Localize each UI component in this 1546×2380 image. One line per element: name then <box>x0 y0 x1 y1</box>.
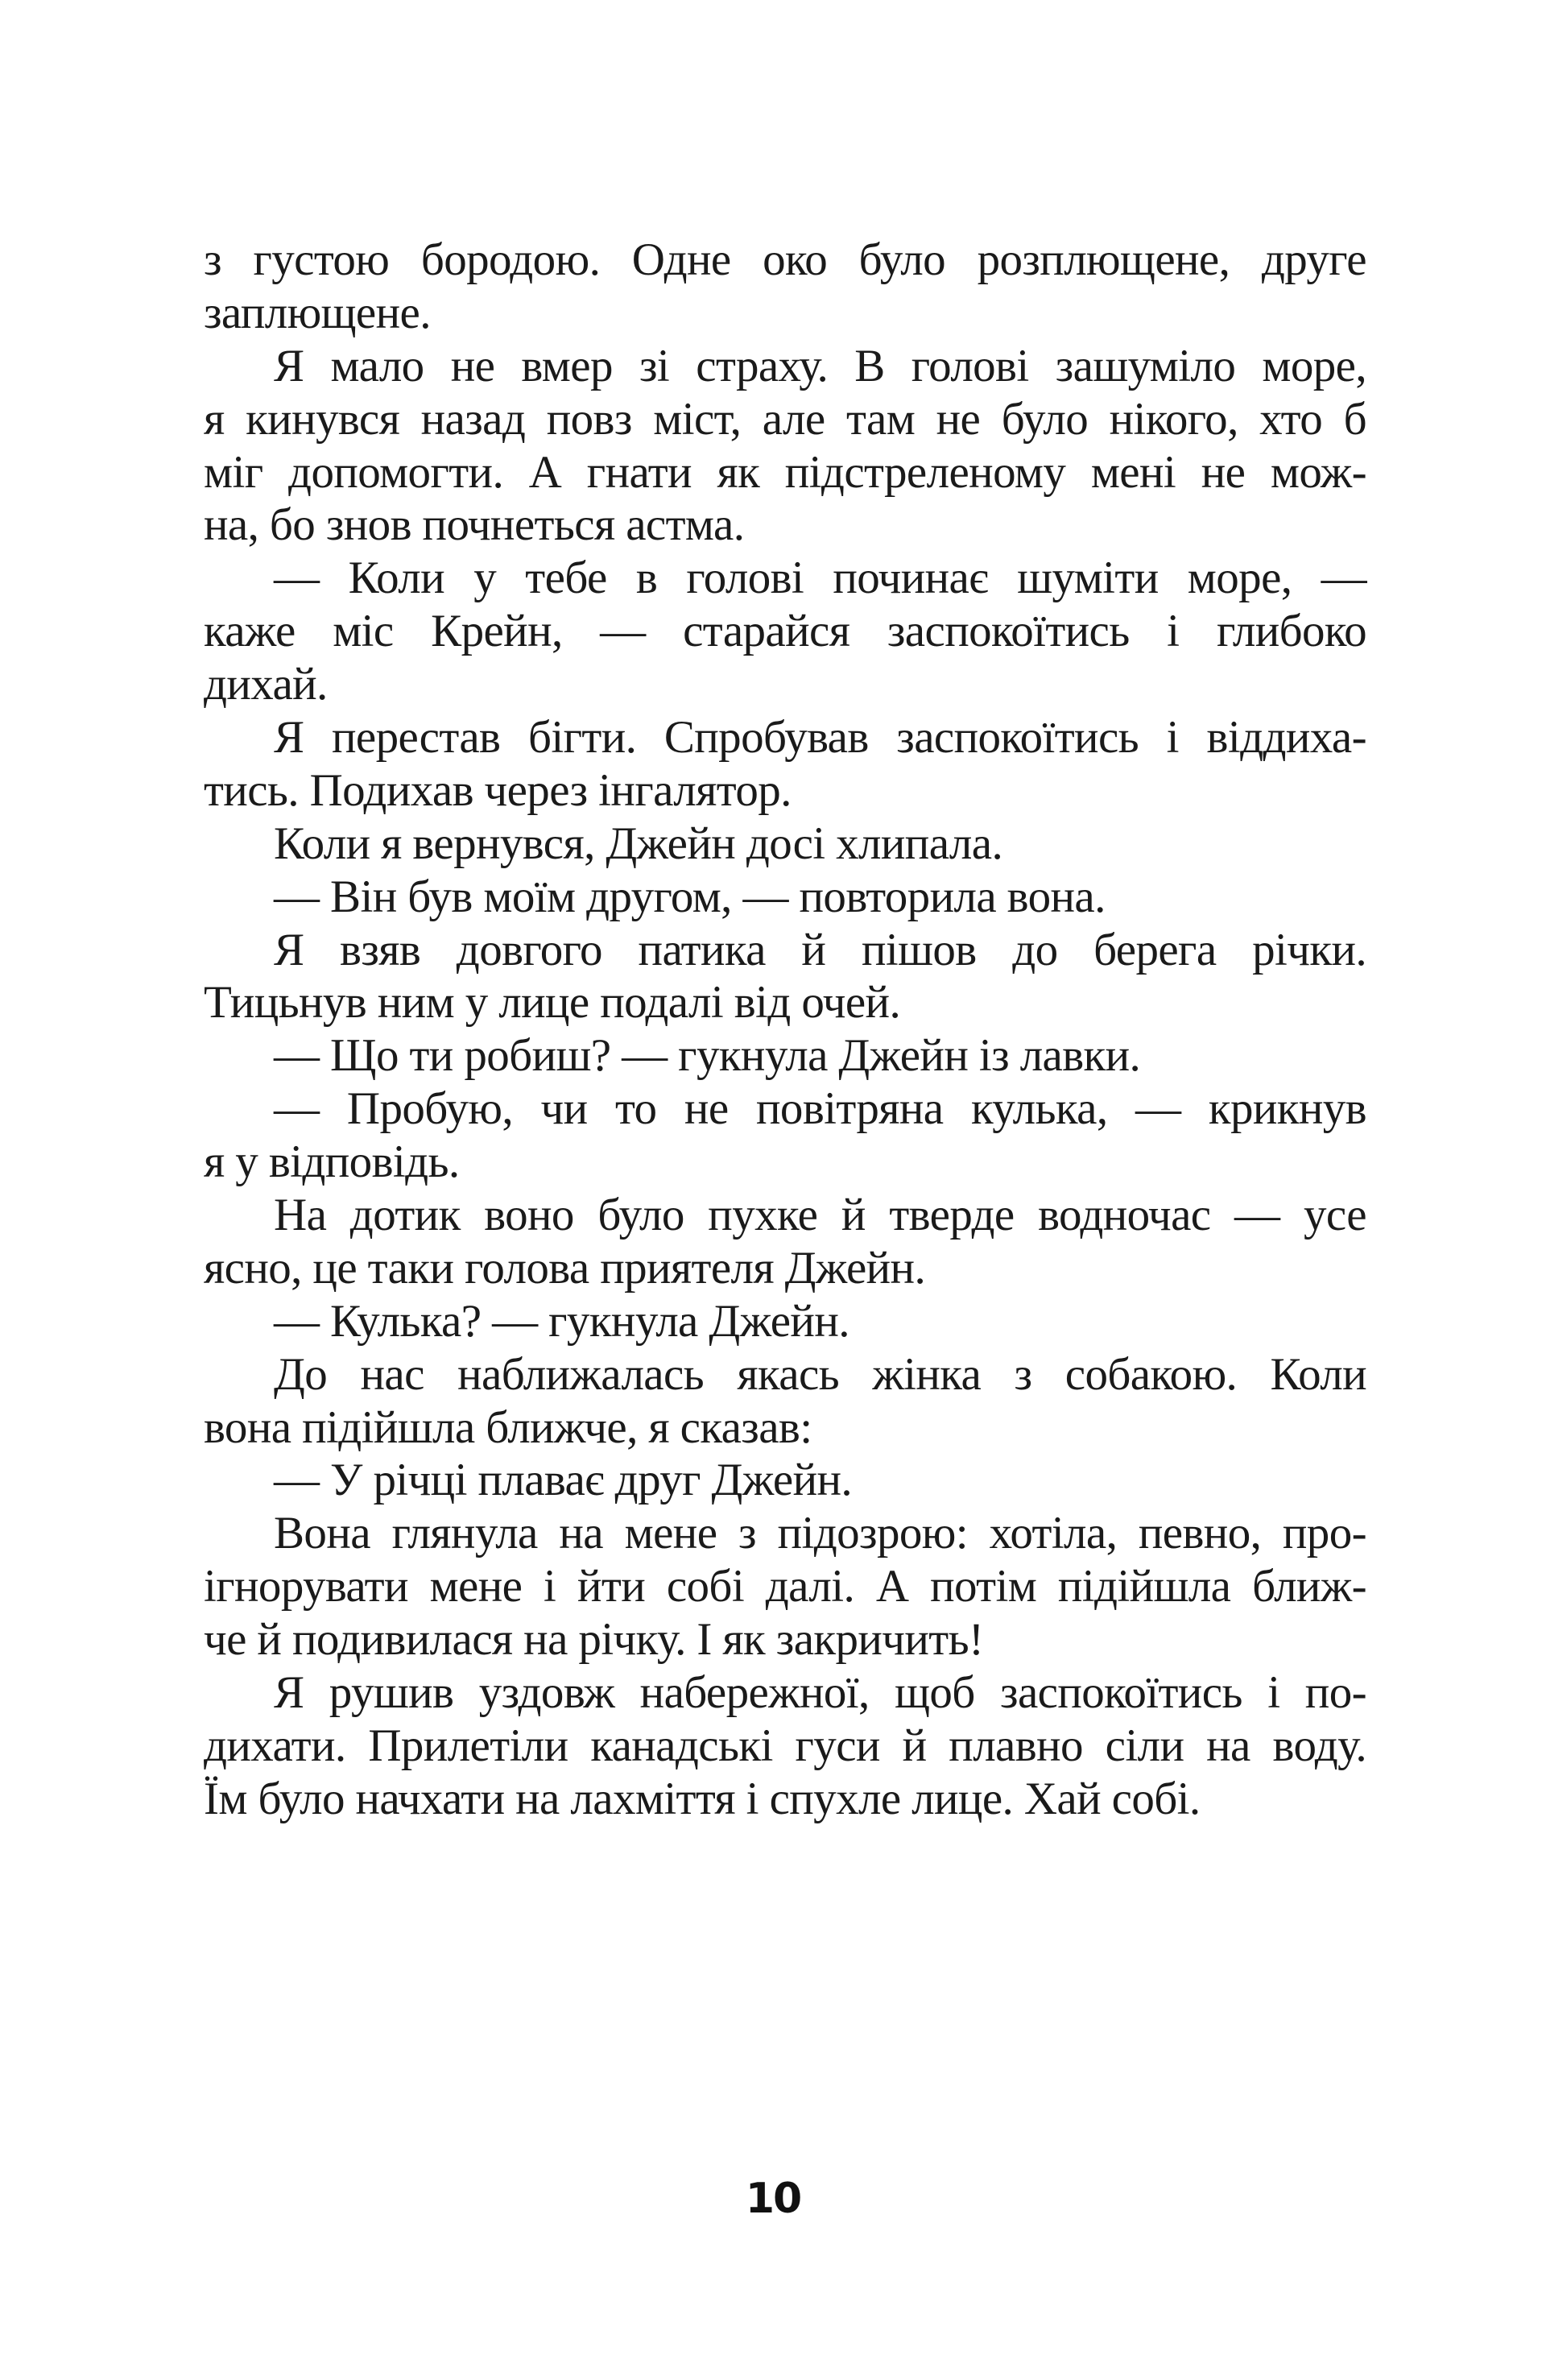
text-line: міг допомогти. А гнати як підстреленому мені не мож- <box>204 446 1366 498</box>
text-line: ігнорувати мене і йти собі далі. А потім підійшла ближ- <box>204 1561 1366 1612</box>
text-line: До нас наближалась якась жінка з собакою. Коли <box>274 1348 1366 1400</box>
page-number: 10 <box>745 2175 801 2223</box>
text-line: — Коли у тебе в голові починає шуміти море, — <box>274 553 1366 604</box>
text-line: Я перестав бігти. Спробував заспокоїтись і віддиха- <box>274 712 1366 764</box>
text-line: Я взяв довгого патика й пішов до берега річки. <box>274 924 1366 975</box>
text-line: Я мало не вмер зі страху. В голові зашуміло море, <box>274 340 1366 391</box>
text-line: тись. Подихав через інгалятор. <box>204 764 792 816</box>
text-line: — У річці плаває друг Джейн. <box>274 1455 853 1506</box>
text-line: на, бо знов почнеться астма. <box>204 499 745 551</box>
text-line: я кинувся назад повз міст, але там не було нікого, хто б <box>204 393 1366 445</box>
text-line: — Він був моїм другом, — повторила вона. <box>274 871 1106 922</box>
text-line: Їм було начхати на лахміття і спухле лице. Хай собі. <box>204 1773 1201 1824</box>
text-line: дихати. Прилетіли канадські гуси й плавно сіли на воду. <box>204 1720 1366 1771</box>
text-line: вона підійшла ближче, я сказав: <box>204 1401 812 1453</box>
text-line: Вона глянула на мене з підозрою: хотіла, певно, про- <box>274 1508 1366 1559</box>
text-line: Тицьнув ним у лице подалі від очей. <box>204 977 901 1029</box>
text-line: Коли я вернувся, Джейн досі хлипала. <box>274 817 1003 869</box>
text-line: каже міс Крейн, — старайся заспокоїтись і глибоко <box>204 606 1366 657</box>
text-line: заплющене. <box>204 287 431 338</box>
text-line: — Кулька? — гукнула Джейн. <box>274 1295 849 1347</box>
text-line: дихай. <box>204 659 328 710</box>
text-line: На дотик воно було пухке й тверде водночас — усе <box>274 1190 1366 1241</box>
text-line: я у відповідь. <box>204 1136 460 1188</box>
text-line: з густою бородою. Одне око було розплющене, друге <box>204 234 1366 285</box>
text-line: — Що ти робиш? — гукнула Джейн із лавки. <box>274 1030 1141 1082</box>
text-line: — Пробую, чи то не повітряна кулька, — крикнув <box>274 1083 1366 1135</box>
text-line: че й подивилася на річку. І як закричить! <box>204 1614 984 1666</box>
text-line: Я рушив уздовж набережної, щоб заспокоїтись і по- <box>274 1667 1366 1719</box>
body-text <box>204 234 1366 1826</box>
text-line: ясно, це таки голова приятеля Джейн. <box>204 1242 926 1293</box>
